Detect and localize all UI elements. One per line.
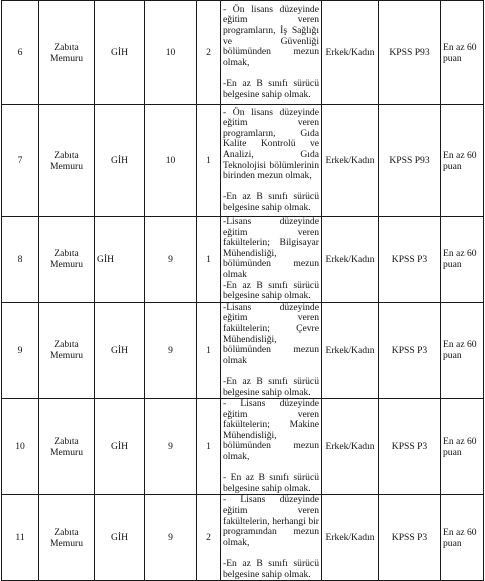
count-cell: 1 [197, 302, 221, 398]
row-number: 11 [2, 495, 39, 581]
score-line: puan [443, 350, 462, 362]
requirements-cell [221, 399, 322, 495]
requirements-cell [221, 1, 322, 105]
grade-cell: 10 [145, 105, 197, 217]
kpss-cell: KPSS P3 [379, 302, 441, 398]
education-requirement: - Lisans düzeyinde eğitim veren fakültelerin, herhangi bir programından mezun olmak, [223, 494, 319, 548]
position-title [39, 399, 95, 495]
gender-cell: Erkek/Kadın [322, 217, 379, 303]
score-cell [441, 399, 484, 495]
score-line: En az 60 [443, 435, 477, 447]
score-line: En az 60 [443, 149, 477, 161]
position-title [39, 302, 95, 398]
count-cell: 1 [197, 217, 221, 303]
class-cell: GİH [95, 399, 145, 495]
position-title [39, 1, 95, 105]
requirements-cell [221, 105, 322, 217]
kpss-cell: KPSS P3 [379, 399, 441, 495]
grade-cell: 10 [145, 1, 197, 105]
table-row [2, 495, 484, 581]
score-cell [441, 1, 484, 105]
position-title-line: Memuru [49, 52, 84, 64]
score-line: En az 60 [443, 248, 477, 260]
score-line: puan [443, 259, 462, 271]
table-row [2, 105, 484, 217]
class-cell: GİH [95, 105, 145, 217]
kpss-cell: KPSS P93 [379, 105, 441, 217]
grade-cell: 9 [145, 217, 197, 303]
score-cell [441, 105, 484, 217]
position-title-line: Zabıta [54, 526, 79, 538]
class-cell: GİH [95, 302, 145, 398]
row-number: 7 [2, 105, 39, 217]
score-line: En az 60 [443, 339, 477, 351]
kpss-cell: KPSS P93 [379, 1, 441, 105]
position-title [39, 495, 95, 581]
position-title-line: Memuru [49, 350, 84, 362]
class-cell: GİH [95, 495, 145, 581]
gender-cell: Erkek/Kadın [322, 302, 379, 398]
education-requirement: - Lisans düzeyinde eğitim veren fakültelerin; Makine Mühendisliği, bölümünden mezun olmak, [223, 398, 319, 463]
score-line: puan [443, 160, 462, 172]
kpss-cell: KPSS P3 [379, 495, 441, 581]
table-row [2, 1, 484, 105]
score-line: puan [443, 52, 462, 64]
gender-cell: Erkek/Kadın [322, 495, 379, 581]
score-cell [441, 302, 484, 398]
table-row [2, 399, 484, 495]
table-row [2, 217, 484, 303]
grade-cell: 9 [145, 495, 197, 581]
class-cell: GİH [95, 217, 145, 303]
position-title-line: Zabıta [54, 41, 79, 53]
row-number: 6 [2, 1, 39, 105]
position-title-line: Memuru [49, 160, 84, 172]
grade-cell: 9 [145, 302, 197, 398]
count-cell: 1 [197, 105, 221, 217]
education-requirement: -Lisans düzeyinde eğitim veren fakültelerin; Bilgisayar Mühendisliği, bölümünden mezun olmak [223, 216, 319, 280]
education-requirement: -Lisans düzeyinde eğitim veren fakültelerin; Çevre Mühendisliği, bölümünden mezun olmak [223, 301, 319, 366]
position-title-line: Memuru [49, 259, 84, 271]
requirements-cell [221, 495, 322, 581]
position-title-line: Memuru [49, 446, 84, 458]
score-cell [441, 217, 484, 303]
grade-cell: 9 [145, 399, 197, 495]
position-title [39, 105, 95, 217]
row-number: 8 [2, 217, 39, 303]
score-cell [441, 495, 484, 581]
gender-cell: Erkek/Kadın [322, 1, 379, 105]
gender-cell: Erkek/Kadın [322, 105, 379, 217]
license-requirement: -En az B sınıfı sürücü belgesine sahip olmak. [223, 279, 319, 302]
position-title-line: Zabıta [54, 149, 79, 161]
license-requirement: -En az B sınıfı sürücü belgesine sahip olmak. [223, 77, 319, 100]
row-number: 10 [2, 399, 39, 495]
positions-table [1, 0, 484, 581]
position-title [39, 217, 95, 303]
score-line: En az 60 [443, 41, 477, 53]
count-cell: 2 [197, 495, 221, 581]
row-number: 9 [2, 302, 39, 398]
gender-cell: Erkek/Kadın [322, 399, 379, 495]
kpss-cell: KPSS P3 [379, 217, 441, 303]
license-requirement: - En az B sınıfı sürücü belgesine sahip olmak. [223, 472, 319, 494]
count-cell: 1 [197, 399, 221, 495]
position-title-line: Zabıta [54, 248, 79, 260]
score-line: En az 60 [443, 526, 477, 538]
license-requirement: -En az B sınıfı sürücü belgesine sahip olmak. [223, 558, 319, 580]
education-requirement: - Ön lisans düzeyinde eğitim veren programların, Gıda Kalite Kontrolü ve Analizi, Gıda Teknolojisi bölümlerinin birinden mezun olmak, [223, 106, 319, 182]
position-title-line: Zabıta [54, 435, 79, 447]
license-requirement: -En az B sınıfı sürücü belgesine sahip olmak. [223, 191, 319, 213]
class-cell: GİH [95, 1, 145, 105]
table-row [2, 302, 484, 398]
requirements-cell [221, 217, 322, 303]
score-line: puan [443, 446, 462, 458]
position-title-line: Zabıta [54, 339, 79, 351]
requirements-cell [221, 302, 322, 398]
position-title-line: Memuru [49, 537, 84, 549]
education-requirement: - Ön lisans düzeyinde eğitim veren programların, İş Sağlığı ve Güvenliği bölümünden mezun olmak, [223, 3, 319, 68]
license-requirement: -En az B sınıfı sürücü belgesine sahip olmak. [223, 375, 319, 398]
count-cell: 2 [197, 1, 221, 105]
score-line: puan [443, 537, 462, 549]
